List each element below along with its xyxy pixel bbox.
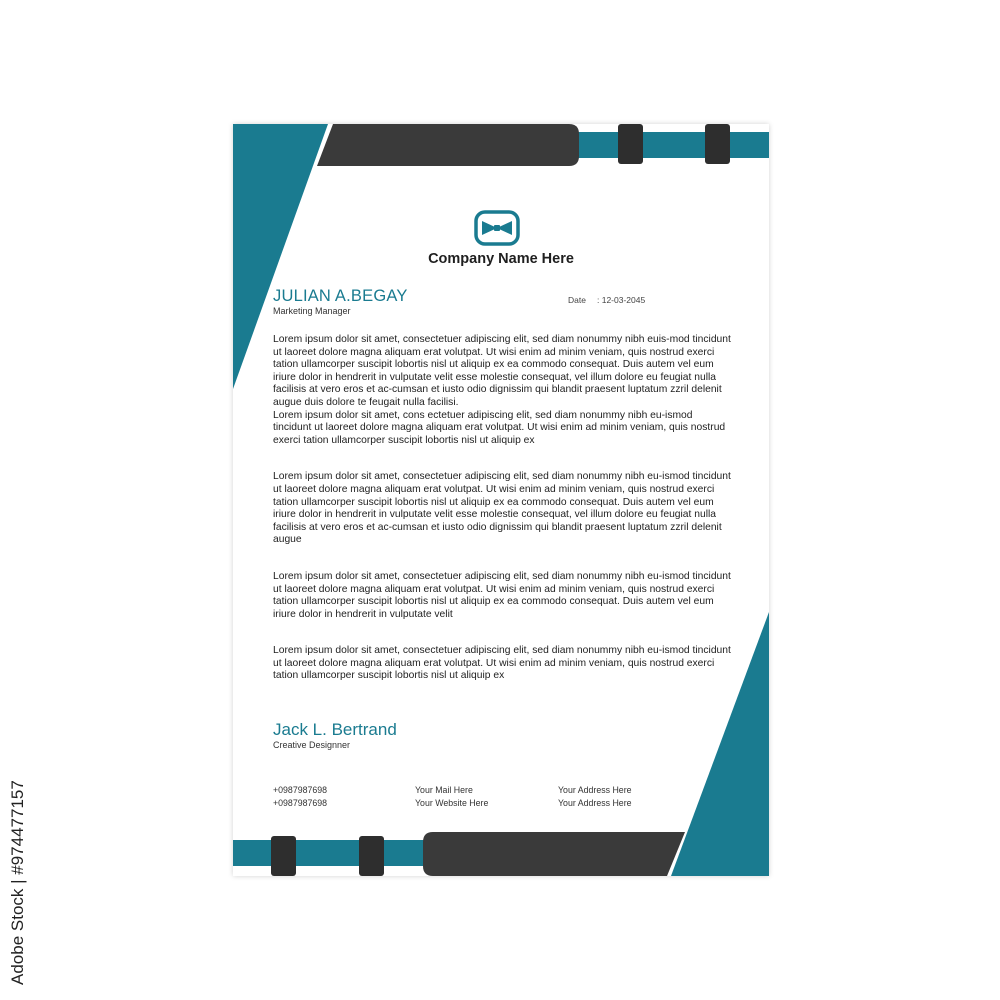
body-paragraph: Lorem ipsum dolor sit amet, consectetuer adipiscing elit, sed diam nonummy nibh eu-ismod tincidunt ut laoreet dolore magna aliquam erat volutpat. Ut wisi enim ad minim veniam, quis nostrud exerci tation ullamcorper suscipit lobortis nisl ut aliquip ex ea commodo consequat. Duis autem vel eum iriure dolor in hendrerit in vulputate velit esse molestie consequat, vel illum dolore eu feugiat nulla facilisis at vero eros et ac-cumsan et iusto odio dignissim qui blandit praesent luptatum zzril delenit augue [273,471,731,546]
company-name: Company Name Here [428,251,574,267]
body-paragraph: Lorem ipsum dolor sit amet, consectetuer adipiscing elit, sed diam nonummy nibh euis-mod tincidunt ut laoreet dolore magna aliquam erat volutpat. Ut wisi enim ad minim veniam, quis nostrud exerci tation ullamcorper suscipit lobortis nisl ut aliquip ex ea commodo consequat. Duis autem vel eum iriure dolor in hendrerit in vulputate velit esse molestie consequat, vel illum dolore eu feugiat nulla facilisis at vero eros et ac-cumsan et iusto odio dignissim qui blandit praesent luptatum zzril delenit augue duis dolore te feugait nulla facilisi. [273,334,731,408]
footer-phone: +0987987698 [273,798,328,808]
footer-address-line: Your Address Here [558,798,632,808]
date-label: Date [568,295,586,305]
bottom-teal-stripe [233,840,433,866]
body-paragraph: Lorem ipsum dolor sit amet, consectetuer adipiscing elit, sed diam nonummy nibh eu-ismod tincidunt ut laoreet dolore magna aliquam erat volutpat. Ut wisi enim ad minim veniam, quis nostrud exerci tation ullamcorper suscipit lobortis nisl ut aliquip ex ea commodo consequat. Duis autem vel eum iriure dolor in hendrerit in vulputate velit [273,570,731,620]
body-paragraph: Lorem ipsum dolor sit amet, cons ectetuer adipiscing elit, sed diam nonummy nibh eu-ismod tincidunt ut laoreet dolore magna aliquam erat volutpat. Ut wisi enim ad minim veniam, quis nostrud exerci tation ullamcorper suscipit lobortis nisl ut aliquip ex [273,409,726,446]
footer-website: Your Website Here [415,798,489,808]
footer-mail: Your Mail Here [415,785,473,795]
bottom-dark-bar [423,832,685,876]
sender-name: JULIAN A.BEGAY [273,287,408,305]
footer-contact [415,784,488,810]
footer-phones [273,784,327,810]
stock-watermark-id: Adobe Stock | #974477157 [8,780,27,985]
bottom-clip-1 [271,836,296,876]
footer-phone: +0987987698 [273,785,328,795]
top-clip-2 [705,124,730,164]
top-teal-stripe [563,132,769,158]
signature-title: Creative Designner [273,740,351,750]
letter-body [273,334,733,707]
footer-address [558,784,632,810]
top-clip-1 [618,124,643,164]
top-dark-bar [317,124,579,166]
sender-title: Marketing Manager [273,306,351,316]
body-paragraph: Lorem ipsum dolor sit amet, consectetuer adipiscing elit, sed diam nonummy nibh eu-ismod tincidunt ut laoreet dolore magna aliquam erat volutpat. Ut wisi enim ad minim veniam, quis nostrud exerci tation ullamcorper suscipit lobortis nisl ut aliquip ex [273,645,731,682]
footer-address-line: Your Address Here [558,785,632,795]
date-value: : 12-03-2045 [597,295,646,305]
letterhead-page [233,124,769,876]
signature-name: Jack L. Bertrand [273,720,397,739]
bottom-clip-2 [359,836,384,876]
bowtie-logo-icon [474,210,520,246]
